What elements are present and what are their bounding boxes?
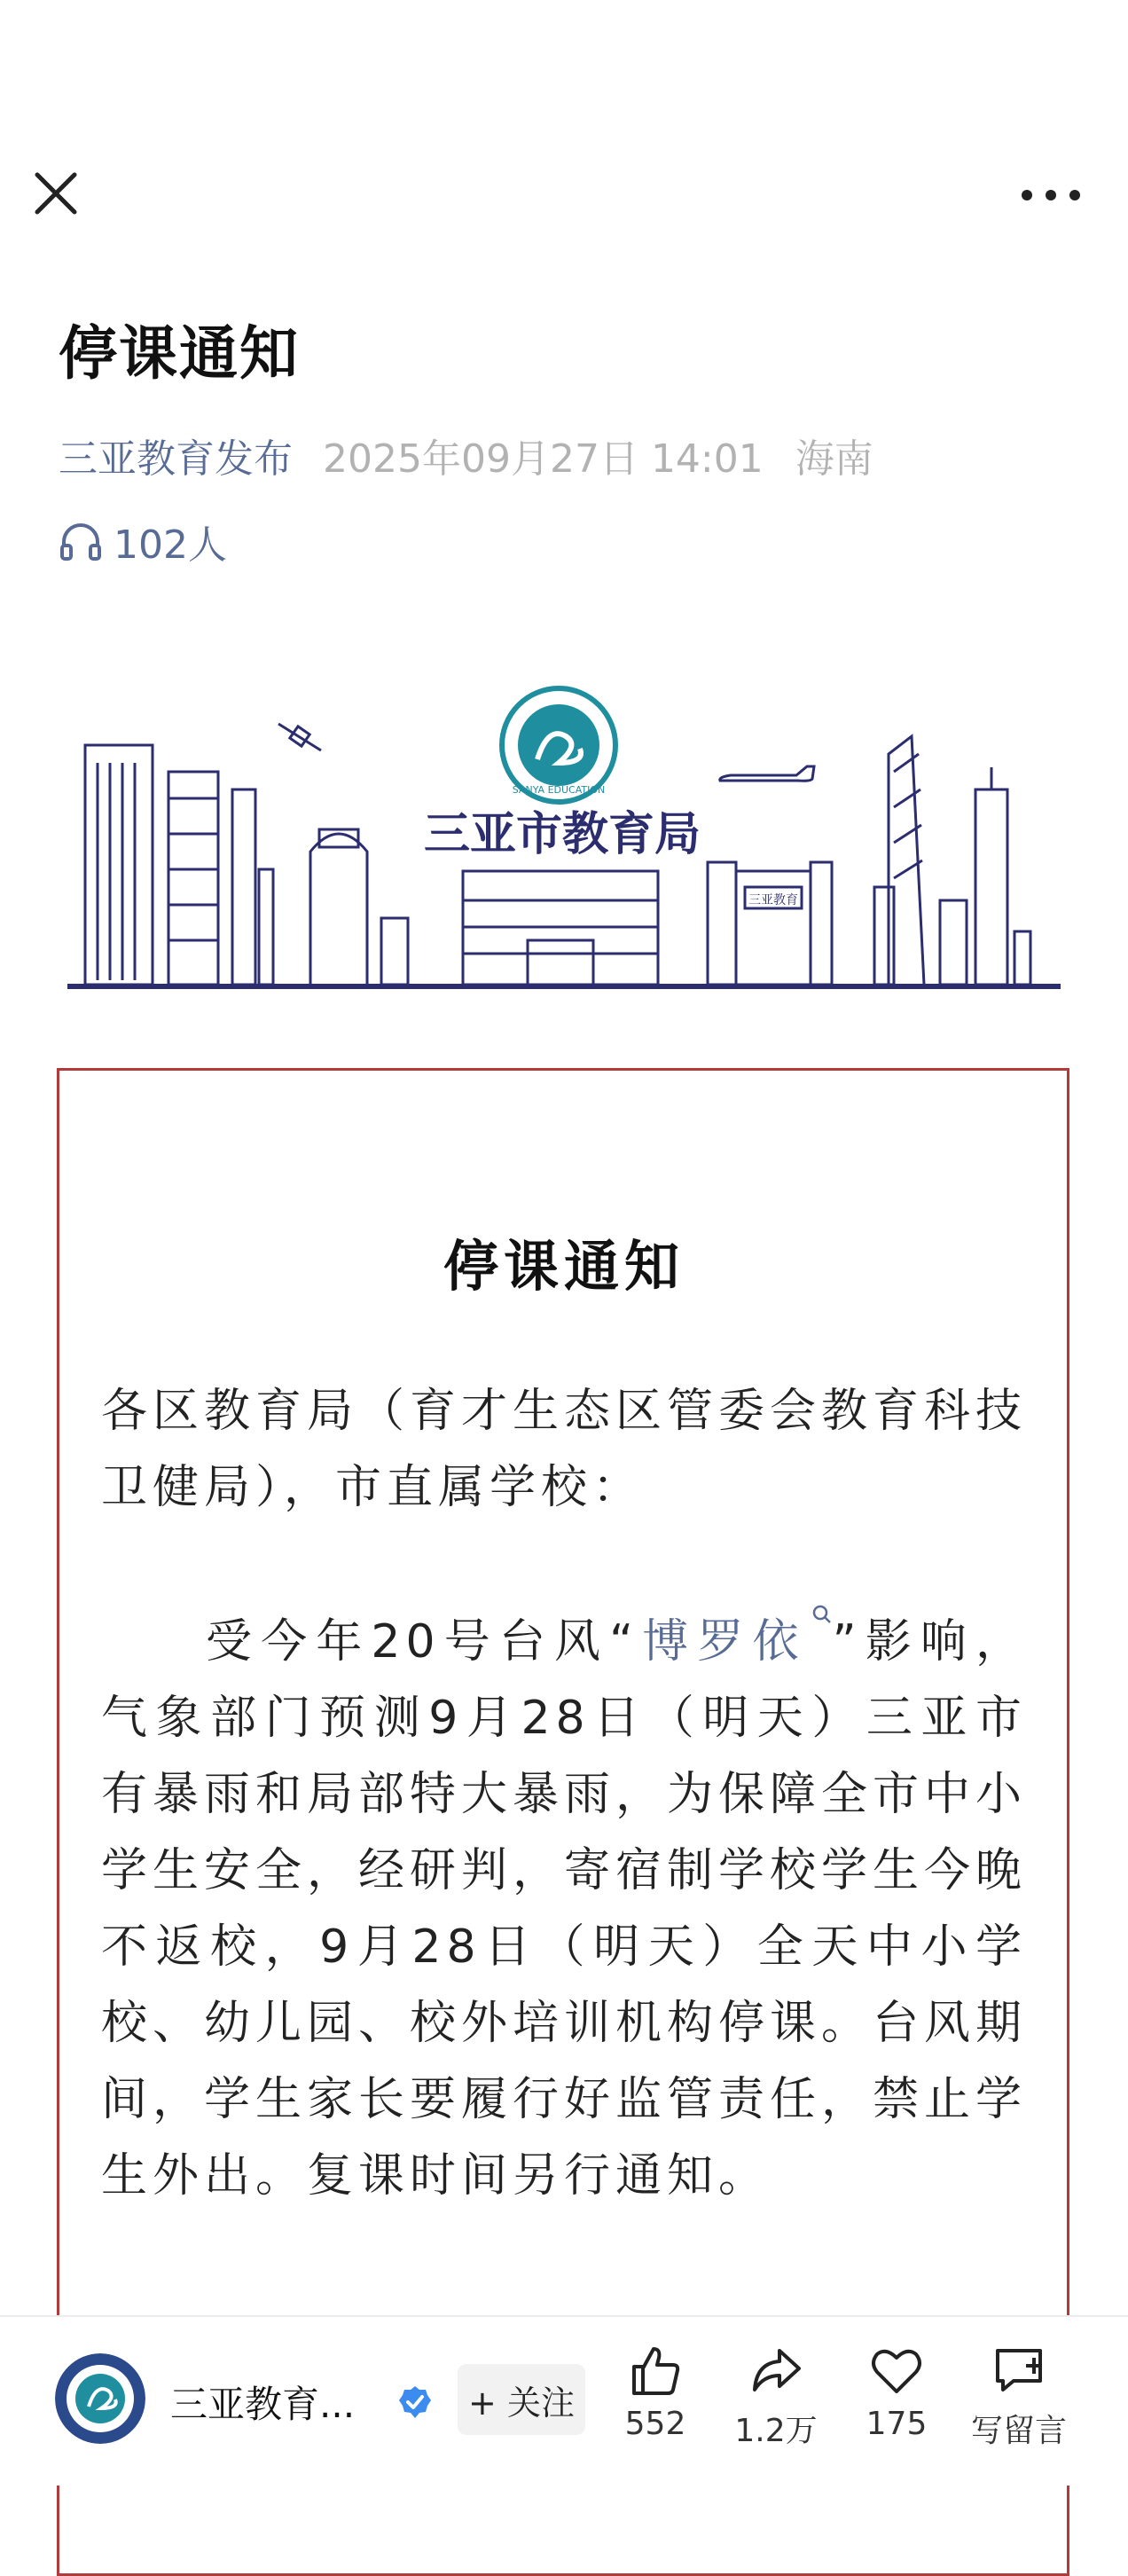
heart-icon <box>868 2342 925 2399</box>
account-avatar[interactable] <box>55 2353 145 2444</box>
notice-body-after: ”影响，气象部门预测9月28日（明天）三亚市有暴雨和局部特大暴雨，为保障全市中小学生安全，经研判，寄宿制学校学生今晚不返校，9月28日（明天）全天中小学校、幼儿园、校外培训机构停课。台风期间，学生家长要履行好监管责任，禁止学生外出。复课时间另行通知。 <box>101 1615 1028 2203</box>
like-count: 552 <box>624 2406 686 2442</box>
share-count: 1.2万 <box>734 2413 818 2449</box>
top-bar <box>0 0 1128 266</box>
bottom-account-name[interactable]: 三亚教育... <box>170 2383 356 2426</box>
article-title: 停课通知 <box>59 319 300 388</box>
banner-logo-text: 三亚市教育局 <box>423 808 701 861</box>
favorite-count: 175 <box>866 2406 928 2442</box>
article-meta <box>59 428 873 482</box>
publish-region: 海南 <box>795 436 873 482</box>
notice-body-before: 受今年20号台风“ <box>206 1615 639 1669</box>
close-icon <box>27 164 85 223</box>
banner-emblem-text: SANYA EDUCATION <box>512 784 606 796</box>
comment-label: 写留言 <box>970 2413 1067 2449</box>
favorite-button[interactable] <box>839 2342 954 2442</box>
more-dots-icon <box>1011 173 1091 217</box>
more-options-button[interactable] <box>1011 173 1091 217</box>
account-logo-icon <box>55 2353 145 2444</box>
share-arrow-icon <box>748 2342 804 2399</box>
notice-body <box>101 1604 1027 2214</box>
headphones-icon <box>59 521 103 562</box>
typhoon-keyword-text: 博罗依 <box>638 1615 808 1669</box>
banner-sign-text: 三亚教育 <box>748 893 798 907</box>
follow-button[interactable]: + 关注 <box>458 2364 585 2435</box>
account-name-link[interactable]: 三亚教育发布 <box>59 436 293 482</box>
typhoon-keyword-link[interactable] <box>638 1615 833 1669</box>
search-icon <box>811 1604 833 1625</box>
write-comment-button[interactable] <box>961 2342 1077 2451</box>
notice-title: 停课通知 <box>443 1234 685 1299</box>
listen-button[interactable] <box>59 514 227 568</box>
like-button[interactable] <box>598 2342 713 2442</box>
close-button[interactable] <box>27 164 85 223</box>
thumbs-up-icon <box>627 2342 684 2399</box>
comment-plus-icon <box>991 2342 1047 2399</box>
education-bureau-banner <box>62 674 1066 993</box>
share-button[interactable] <box>718 2342 834 2451</box>
verified-badge-icon <box>397 2384 433 2420</box>
notice-salutation: 各区教育局（育才生态区管委会教育科技卫健局），市直属学校： <box>101 1385 1028 1514</box>
publish-datetime: 2025年09月27日 14:01 <box>323 436 764 482</box>
listen-count: 102人 <box>114 522 227 568</box>
